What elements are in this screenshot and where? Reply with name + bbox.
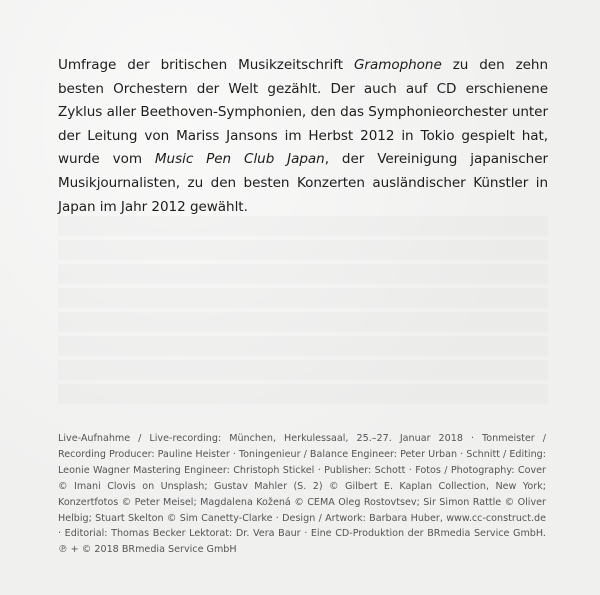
magazine-title: Gramophone [353,57,442,73]
organization-name: Music Pen Club Japan [154,151,325,168]
text-segment: Umfrage der britischen Musikzeitschrift [58,57,354,73]
text-segment: zu den zehn besten Orchestern der Welt gezählt. Der auch auf CD erschienene Zyklus aller Beethoven-Symphonien, den das Symphonieorchester unter der Leitung von Mariss Jansons im Herbst 2012 in Tokio gespielt hat, wurde vom [58,57,548,168]
credits-text: Live-Aufnahme / Live-recording: München, Herkulessaal, 25.–27. Januar 2018 · Tonmeister / Recording Producer: Pauline Heister · Toningenieur / Balance Engineer: Peter Urban · Schnitt / Editing: Leonie Wagner Mastering Engineer: Christoph Stickel · Publisher: Schott · Fotos / Photography: Cover © Imani Clovis on Unsplash; Gustav Mahler (S. 2) © Gilbert E. Kaplan Collection, New York; Konzertfotos © Peter Meisel; Magdalena Kožená © CEMA Oleg Rostovtsev; Sir Simon Rattle © Oliver Helbig; Stuart Skelton © Sim Canetty-Clarke · Design / Artwork: Barbara Huber, www.cc-construct.de · Editorial: Thomas Becker Lektorat: Dr. Vera Baur · Eine CD-Produktion der BRmedia Service GmbH. ℗ + © 2018 BRmedia Service GmbH [58,433,546,556]
paragraph [58,54,548,219]
text-segment: , der Vereinigung japanischer Musikjournalisten, zu den besten Konzerten ausländischer Künstler in Japan im Jahr 2012 gewählt. [58,151,548,215]
body-paragraph [58,54,548,219]
show-through-background [58,216,548,408]
recording-credits [58,431,546,558]
